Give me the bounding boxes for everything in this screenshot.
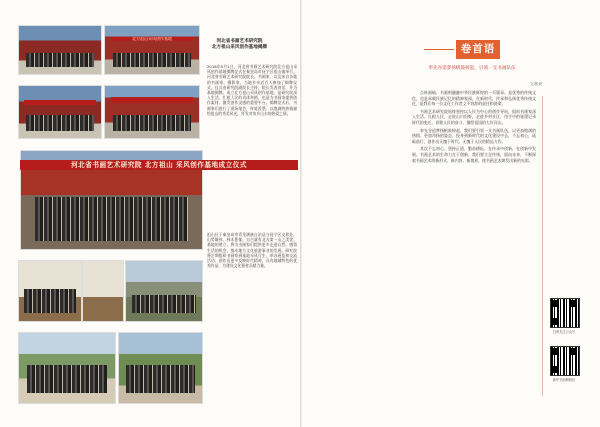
- photo-people: [24, 289, 76, 313]
- photo-people: [126, 365, 196, 393]
- paragraph: 点阵画轴，书画相融融中华民族辉煌的一页篇章。是优秀的传统文化，也是承载民族记忆的精神家园。在新时代，传承和弘扬优秀传统文化，是我们每一位文化工作者义不容辞的责任和使命。: [412, 90, 536, 107]
- photo-people: [26, 53, 95, 67]
- qr-code-2[interactable]: [550, 346, 580, 376]
- paragraph: 奉先谷追梦扬帆鼓棹起，我们要引领一支书画队伍，以更加饱满的热情、更加昂扬的姿态，投身到新时代的文化建设中去，不忘初心，砥砺前行，创作出无愧于时代、无愧于人民的精品力作。: [412, 127, 536, 144]
- photo-garden-group: [118, 332, 203, 404]
- photo-building-group-1: [18, 25, 102, 75]
- title-decor-line: [424, 49, 454, 50]
- photo-village: [125, 260, 203, 322]
- column-divider: [542, 96, 543, 396]
- paragraph: 其次不忘初心，坚持正道，勤奋耕耘，在传承中创新，在创新中发展。书画艺术的生命力在于创新，我们要立足传统，面向未来，不断探索书画艺术的新形式、新内容、新境界，使书画艺术焕发出新的光彩。: [412, 146, 536, 163]
- photo-building-group-3: [104, 85, 200, 139]
- qr-code-1[interactable]: [550, 298, 580, 328]
- photo-people: [113, 53, 192, 67]
- photo-calligraphy-room: [18, 260, 82, 322]
- article-author: 文/张炎: [530, 82, 542, 86]
- photo-banner-strip: 北方祖山采风创作基地: [111, 37, 194, 42]
- photo-banner-strip: [24, 100, 96, 105]
- ceremony-banner: 河北省书画艺术研究院 北方祖山 采风创作基地成立仪式: [20, 160, 298, 170]
- qr-label-1: 扫码关注公众号: [552, 330, 576, 334]
- photo-banner-strip: [111, 97, 194, 102]
- mini-title-line2: 北方祖山采风创作基地揭牌: [211, 45, 268, 50]
- mini-title-line1: 河北省书画艺术研究院: [216, 39, 263, 44]
- photo-people: [27, 365, 108, 393]
- right-page: [302, 0, 600, 427]
- photo-people: [113, 115, 192, 131]
- photo-people: [132, 295, 196, 313]
- article-subtitle: 奉先谷追梦扬帆鼓棹起，引领一支书画队伍: [428, 66, 516, 71]
- paragraph: 书画艺术研究院始终坚持以人民为中心的创作导向，组织书画家深入生活、扎根人民，走进山川田野，走进乡村社区，用手中的笔墨记录时代的变迁，讴歌人民的奋斗，描绘祖国的大好河山。: [412, 108, 536, 125]
- photo-hills-group: [18, 332, 116, 404]
- photo-crowd: [35, 197, 187, 241]
- qr-label-2: 新华书画网微信: [552, 378, 576, 382]
- left-lower-text: 祖山位于秦皇岛市青龙满族自治县与抚宁区交界处，山势雄伟，林木葱郁，自古就有北方第一山之美誉。基地的建立，将为书画家们提供更多走进自然、感悟生活的机会，推动地方文化旅游事业的发展。研究院将定期组织书画家到基地采风写生，举办展览和交流活动，创作出更多反映时代精神、具有地域特色的优秀作品，为建设文化强省贡献力量。: [207, 232, 297, 269]
- photo-people: [26, 115, 95, 131]
- photo-building-group-2: [18, 85, 102, 139]
- column-title: 卷首语: [456, 40, 500, 59]
- photo-painting-session: [82, 260, 124, 322]
- editorial-article: [412, 90, 536, 390]
- article-mini-title: [182, 39, 297, 51]
- left-article-text: 2018年5月1日，河北省书画艺术研究院北方祖山采风创作基地揭牌仪式在秦皇岛市抚宁区祖山镇举行。河北省书画艺术研究院院长、书画家，以及来自各地的书画家、摄影家、当地乡亲近百人参加了揭牌仪式。仪式由研究院副院长主持，院长发表讲话，并为基地揭牌。成立北方祖山采风创作基地，是研究院深入生活、扎根人民的具体举措，也是为书画家提供创作素材、激发创作灵感的重要平台。揭牌仪式后，书画家们进行了现场笔会，挥毫泼墨，以饱满的热情描绘祖山的秀美风光，抒发对家乡山水的热爱之情。: [207, 64, 297, 116]
